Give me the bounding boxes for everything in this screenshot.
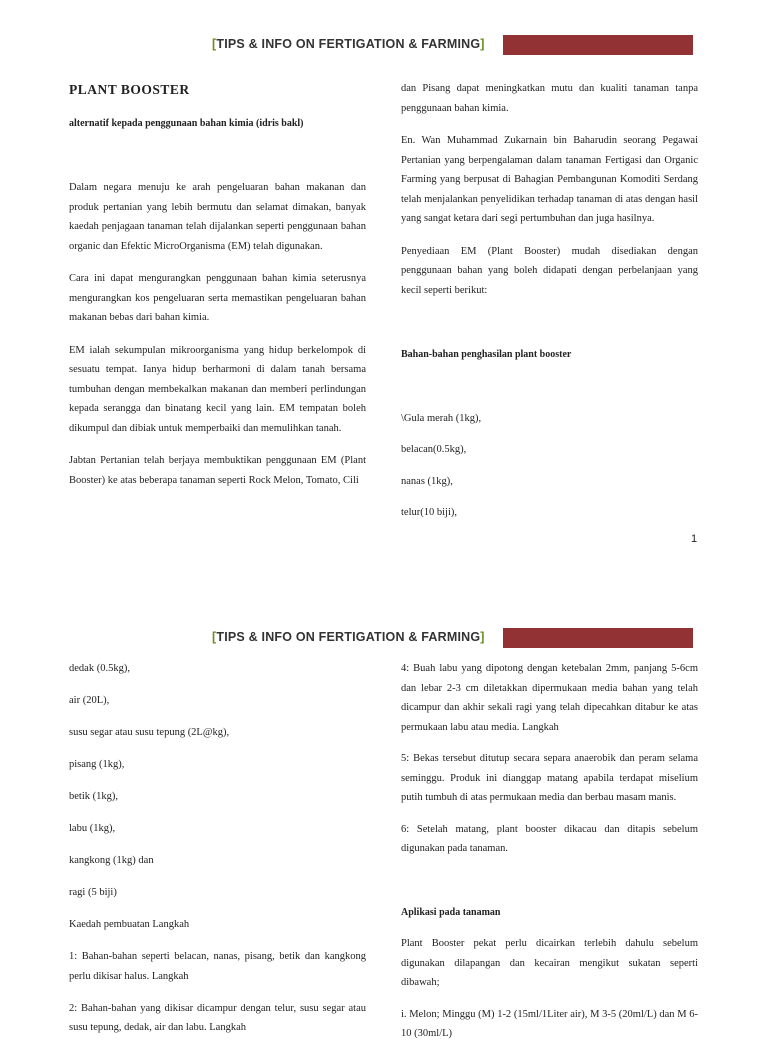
paragraph: EM ialah sekumpulan mikroorganisma yang hidup berkelompok di sesuatu tempat. Ianya hidup berharmoni di dalam tanah bersama tumbuhan dengan membekalkan makanan dan memberi perlindungan kepada serangga dan binatang kecil yang lain. EM tempatan boleh dikumpul dan dibiak untuk memperbaiki dan memulihkan tanah. — [69, 344, 366, 434]
step: 5: Bekas tersebut ditutup secara separa anaerobik dan peram selama seminggu. Produk ini dianggap matang apabila terdapat miselium putih tumbuh di atas permukaan media dan berbau masam manis. — [401, 753, 698, 803]
page2-left-column — [69, 659, 366, 1038]
list-item: air (20L), — [69, 695, 110, 706]
header-accent-bar — [503, 35, 693, 55]
paragraph: dan Pisang dapat meningkatkan mutu dan kualiti tanaman tanpa penggunaan bahan kimia. — [401, 83, 698, 114]
article-subtitle: alternatif kepada penggunaan bahan kimia (idris bakl) — [69, 117, 304, 129]
paragraph: En. Wan Muhammad Zukarnain bin Baharudin seorang Pegawai Pertanian yang berpengalaman dalam tanaman Fertigasi dan Organic Farming yang berpusat di Bahagian Pembangunan Komoditi Serdang telah menjalankan penyelidikan terhadap tanaman di atas dengan hasil yang sangat ketara dari segi pertumbuhan dan juga hasilnya. — [401, 135, 698, 224]
paragraph: Jabtan Pertanian telah berjaya membuktikan penggunaan EM (Plant Booster) ke atas beberapa tanaman seperti Rock Melon, Tomato, Cili — [69, 455, 366, 486]
page-header — [0, 628, 768, 650]
list-item: labu (1kg), — [69, 823, 116, 834]
paragraph: Plant Booster pekat perlu dicairkan terlebih dahulu sebelum digunakan dilapangan dan kecairan mengikut sukatan seperti dibawah; — [401, 938, 698, 988]
paragraph: Penyediaan EM (Plant Booster) mudah disediakan dengan penggunaan bahan yang boleh didapati dengan perbelanjaan yang kecil seperti berikut: — [401, 245, 698, 296]
list-item: belacan(0.5kg), — [401, 444, 467, 455]
list-item: telur(10 biji), — [401, 507, 457, 518]
section-heading: Bahan-bahan penghasilan plant booster — [401, 349, 572, 360]
header-title: [TIPS & INFO ON FERTIGATION & FARMING] — [212, 37, 485, 51]
page-number: 1 — [691, 533, 698, 545]
paragraph: Dalam negara menuju ke arah pengeluaran bahan makanan dan produk pertanian yang lebih bermutu dan selamat dimakan, banyak kaedah penjagaan tanaman telah dijalankan seperti penggunaan bahan organic dan Efektic MicroOrganisma (EM) telah digunakan. — [69, 182, 366, 252]
article-title: PLANT BOOSTER — [69, 82, 190, 97]
document-page-2 — [0, 590, 768, 1039]
step: 2: Bahan-bahan yang dikisar dicampur dengan telur, susu segar atau susu tepung, dedak, air dan labu. Langkah — [69, 1002, 366, 1033]
page1-left-column — [69, 80, 366, 490]
list-item: kangkong (1kg) dan — [69, 855, 154, 866]
page-header — [0, 35, 768, 57]
step: 1: Bahan-bahan seperti belacan, nanas, pisang, betik dan kangkong perlu dikisar halus. Langkah — [69, 951, 366, 982]
list-item: susu segar atau susu tepung (2L@kg), — [69, 727, 230, 738]
list-item: nanas (1kg), — [401, 475, 453, 487]
step: 4: Buah labu yang dipotong dengan ketebalan 2mm, panjang 5-6cm dan lebar 2-3 cm diletakkan dipermukaan media bahan yang telah dicampur dan akhir sekali ragi yang telah dipecahkan ditabur ke atas permukaan labu atau media. Langkah — [401, 663, 698, 733]
page1-right-column — [401, 79, 698, 523]
list-item: ragi (5 biji) — [69, 887, 117, 898]
list-item: \Gula merah (1kg), — [401, 412, 482, 424]
paragraph: i. Melon; Minggu (M) 1-2 (15ml/1Liter air), M 3-5 (20ml/L) dan M 6-10 (30ml/L) — [401, 1008, 698, 1039]
list-item: betik (1kg), — [69, 791, 118, 802]
header-accent-bar — [503, 628, 693, 648]
list-item: pisang (1kg), — [69, 759, 125, 770]
header-title: [TIPS & INFO ON FERTIGATION & FARMING] — [212, 630, 485, 644]
paragraph: Cara ini dapat mengurangkan penggunaan bahan kimia seterusnya mengurangkan kos pengeluaran serta memastikan pengeluaran bahan makanan bebas dari bahan kimia. — [69, 273, 366, 323]
step: 6: Setelah matang, plant booster dikacau dan ditapis sebelum digunakan pada tanaman. — [401, 823, 698, 854]
page2-right-column — [401, 659, 698, 1044]
list-item: dedak (0.5kg), — [69, 663, 130, 674]
method-title: Kaedah pembuatan Langkah — [69, 919, 190, 930]
section-heading: Aplikasi pada tanaman — [401, 906, 501, 918]
